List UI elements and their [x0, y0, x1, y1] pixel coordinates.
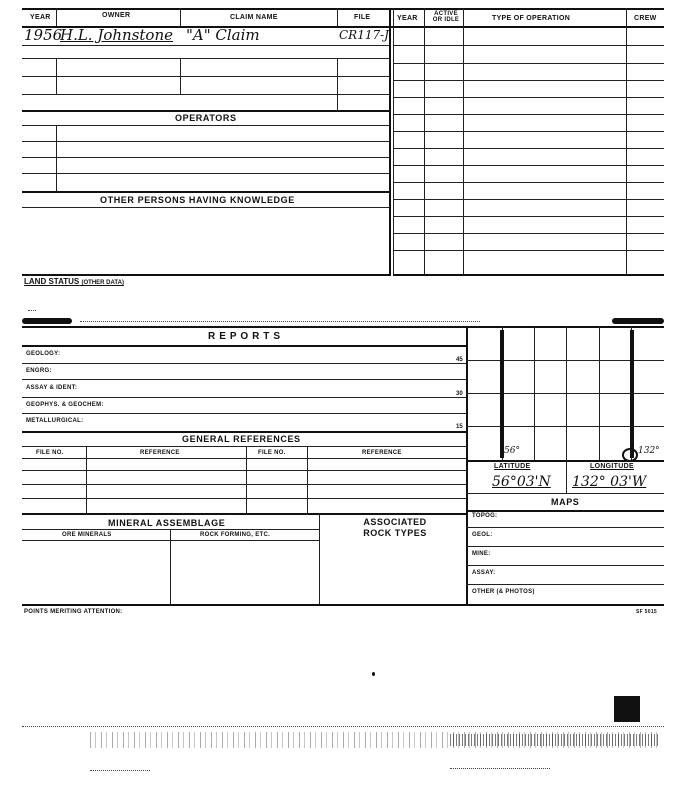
- associated-rock-types-heading: ASSOCIATED ROCK TYPES: [363, 517, 427, 538]
- latitude-value: 56°03'N: [492, 474, 551, 490]
- reports-heading: R E P O R T S: [208, 331, 281, 342]
- maps-heading: MAPS: [551, 497, 580, 507]
- map-topog-label: TOPOG:: [472, 513, 498, 519]
- latitude-label: LATITUDE: [494, 463, 531, 470]
- report-geophys-label: GEOPHYS. & GEOCHEM:: [26, 402, 104, 408]
- ref-reference-1: REFERENCE: [140, 450, 180, 456]
- entry-owner: H.L. Johnstone: [60, 26, 174, 44]
- latitude-marker: [500, 330, 504, 458]
- col-claim-name-label: CLAIM NAME: [230, 14, 278, 21]
- report-assay-label: ASSAY & IDENT:: [26, 385, 78, 391]
- ore-minerals-label: ORE MINERALS: [62, 532, 112, 538]
- ref-file-no-2: FILE NO.: [258, 450, 286, 456]
- report-geology-label: GEOLOGY:: [26, 351, 61, 357]
- map-mine-label: MINE:: [472, 551, 491, 557]
- other-persons-heading: OTHER PERSONS HAVING KNOWLEDGE: [100, 195, 295, 205]
- bottom-divider: [466, 326, 468, 604]
- ref-file-no-1: FILE NO.: [36, 450, 64, 456]
- longitude-label: LONGITUDE: [590, 463, 634, 470]
- rock-forming-label: ROCK FORMING, ETC.: [200, 532, 271, 538]
- top-border: [22, 8, 664, 10]
- report-assay-num: 30: [456, 391, 463, 397]
- longitude-marker: [630, 330, 634, 458]
- longitude-value: 132° 03'W: [572, 474, 647, 490]
- col-file-label: FILE: [354, 14, 371, 21]
- report-metallurgical-label: METALLURGICAL:: [26, 418, 84, 424]
- scan-artifact-block: [614, 696, 640, 722]
- ref-reference-2: REFERENCE: [362, 450, 402, 456]
- report-engrg-label: ENGRG:: [26, 368, 52, 374]
- general-references-heading: GENERAL REFERENCES: [182, 434, 301, 444]
- entry-claim: "A" Claim: [186, 26, 260, 44]
- col-op-year-label: YEAR: [397, 15, 418, 22]
- col-crew-label: CREW: [634, 15, 657, 22]
- form-number: SF 5015: [636, 609, 658, 615]
- scan-blot: [22, 318, 72, 324]
- report-metallurgical-num: 15: [456, 424, 463, 430]
- lat-tick: 56°: [504, 446, 520, 456]
- scan-blot: [612, 318, 664, 324]
- col-active-idle-label: ACTIVE OR IDLE: [432, 11, 460, 23]
- lon-tick: 132°: [638, 446, 660, 456]
- land-status-heading: LAND STATUS (OTHER DATA): [24, 277, 124, 286]
- col-year-label: YEAR: [30, 14, 51, 21]
- center-divider: [389, 8, 391, 276]
- map-other-label: OTHER (& PHOTOS): [472, 589, 535, 595]
- col-owner-label: OWNER: [102, 12, 131, 19]
- entry-file: CR117-J: [339, 28, 389, 42]
- operators-heading: OPERATORS: [175, 113, 237, 123]
- report-geology-num: 45: [456, 357, 463, 363]
- entry-year: 1956: [24, 26, 63, 44]
- map-assay-label: ASSAY:: [472, 570, 496, 576]
- mineral-assemblage-heading: MINERAL ASSEMBLAGE: [108, 518, 226, 528]
- points-meriting-attention-label: POINTS MERITING ATTENTION:: [24, 609, 123, 615]
- col-type-operation-label: TYPE OF OPERATION: [492, 15, 571, 22]
- map-geol-label: GEOL:: [472, 532, 493, 538]
